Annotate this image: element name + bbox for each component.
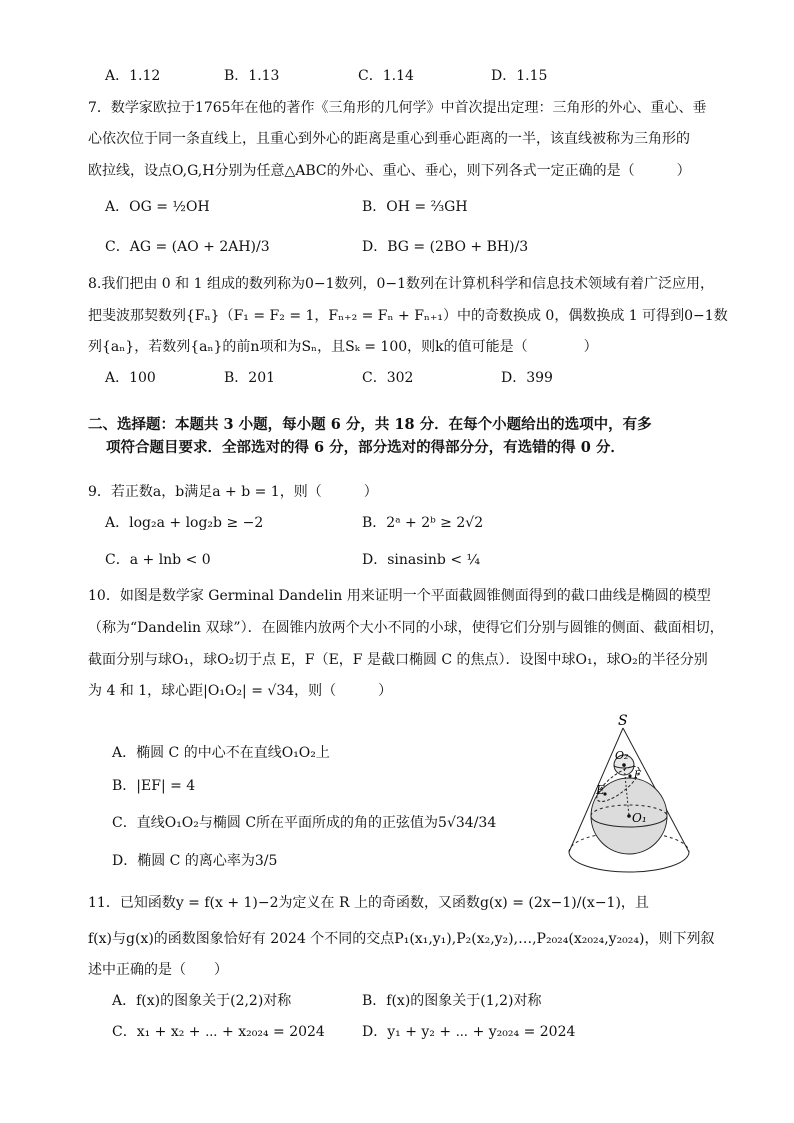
o1-point bbox=[627, 814, 631, 818]
q10-option-a: A．椭圆 C 的中心不在直线O₁O₂上 bbox=[112, 745, 330, 761]
q11-option-a: A．f(x)的图象关于(2,2)对称 bbox=[112, 993, 292, 1009]
cone-base-front bbox=[569, 852, 689, 872]
label-f: F bbox=[634, 770, 641, 781]
q10-stem-line-3: 截面分别与球O₁，球O₂切于点 E，F（E，F 是截口椭圆 C 的焦点）．设图中球O₁，球O₂的半径分别 bbox=[88, 652, 708, 668]
q10-stem-line-4: 为 4 和 1，球心距|O₁O₂| = √34，则（ ） bbox=[88, 683, 393, 699]
q8-option-a: A．100 bbox=[105, 370, 156, 386]
q11-option-d: D．y₁ + y₂ + ⋯ + y₂₀₂₄ = 2024 bbox=[362, 1024, 576, 1040]
q8-option-d: D．399 bbox=[501, 370, 553, 386]
f-point bbox=[628, 774, 631, 777]
q11-stem-line-1: 11．已知函数y = f(x + 1)−2为定义在 R 上的奇函数，又函数g(x) = (2x−1)/(x−1)，且 bbox=[88, 895, 649, 911]
dandelin-cone-figure bbox=[560, 712, 700, 892]
q9-option-c: C．a + lnb < 0 bbox=[105, 552, 211, 568]
q7-option-c: C．AG = (AO + 2AH)/3 bbox=[105, 239, 270, 255]
label-s: S bbox=[618, 713, 628, 729]
q10-option-c: C．直线O₁O₂与椭圆 C所在平面所成的角的正弦值为5√34/34 bbox=[112, 815, 497, 831]
q10-option-b: B．|EF| = 4 bbox=[112, 778, 196, 794]
label-e: E bbox=[596, 783, 605, 797]
label-o1: O₁ bbox=[632, 811, 647, 825]
q10-stem-line-2: （称为“Dandelin 双球”）．在圆锥内放两个大小不同的小球，使得它们分别与圆锥的侧面、截面相切， bbox=[88, 620, 724, 636]
section2-heading-line-2: 项符合题目要求．全部选对的得 6 分，部分选对的得部分分，有选错的得 0 分． bbox=[106, 439, 625, 456]
o2-point bbox=[622, 763, 626, 767]
q9-option-d: D．sinasinb < ¼ bbox=[362, 552, 481, 568]
q9-stem: 9．若正数a，b满足a + b = 1，则（ ） bbox=[88, 484, 378, 500]
label-o2: O₂ bbox=[615, 749, 629, 762]
q6-option-d: D．1.15 bbox=[491, 68, 548, 84]
q9-option-b: B．2ᵃ + 2ᵇ ≥ 2√2 bbox=[362, 515, 484, 531]
q7-stem-line-2: 心依次位于同一条直线上，且重心到外心的距离是重心到垂心距离的一半，该直线被称为三角形的 bbox=[88, 131, 690, 147]
q11-stem-line-2: f(x)与g(x)的函数图象恰好有 2024 个不同的交点P₁(x₁,y₁),P₂(x₂,y₂),…,P₂₀₂₄(x₂₀₂₄,y₂₀₂₄)，则下列叙 bbox=[88, 931, 715, 947]
q7-option-b: B．OH = ⅔GH bbox=[362, 199, 468, 215]
q8-stem-line-3: 列{aₙ}，若数列{aₙ}的前n项和为Sₙ，且Sₖ = 100，则k的值可能是（ ） bbox=[88, 339, 598, 355]
section2-heading-line-1: 二、选择题：本题共 3 小题，每小题 6 分，共 18 分．在每个小题给出的选项中，有多 bbox=[88, 416, 652, 433]
q7-option-d: D．BG = (2BO + BH)/3 bbox=[362, 239, 529, 255]
q8-stem-line-2: 把斐波那契数列{Fₙ}（F₁ = F₂ = 1，Fₙ₊₂ = Fₙ + Fₙ₊₁）中的奇数换成 0，偶数换成 1 可得到0−1数 bbox=[88, 308, 728, 324]
q8-stem-line-1: 8.我们把由 0 和 1 组成的数列称为0−1数列，0−1数列在计算机科学和信息技术领域有着广泛应用， bbox=[88, 276, 715, 292]
q10-option-d: D．椭圆 C 的离心率为3/5 bbox=[112, 853, 278, 869]
q7-stem-line-3: 欧拉线，设点O,G,H分别为任意△ABC的外心、重心、垂心，则下列各式一定正确的是（ ） bbox=[88, 163, 691, 179]
q8-option-c: C．302 bbox=[362, 370, 414, 386]
q7-stem-line-1: 7．数学家欧拉于1765年在他的著作《三角形的几何学》中首次提出定理：三角形的外心、重心、垂 bbox=[88, 100, 707, 116]
q10-stem-line-1: 10．如图是数学家 Germinal Dandelin 用来证明一个平面截圆锥侧面得到的截口曲线是椭圆的模型 bbox=[88, 588, 711, 604]
q11-option-c: C．x₁ + x₂ + ⋯ + x₂₀₂₄ = 2024 bbox=[112, 1024, 325, 1040]
q6-option-c: C．1.14 bbox=[358, 68, 414, 84]
q8-option-b: B．201 bbox=[224, 370, 276, 386]
q11-stem-line-3: 述中正确的是（ ） bbox=[88, 962, 228, 978]
q6-option-a: A．1.12 bbox=[105, 68, 161, 84]
q9-option-a: A．log₂a + log₂b ≥ −2 bbox=[105, 515, 264, 531]
q7-option-a: A．OG = ½OH bbox=[105, 199, 210, 215]
q6-option-b: B．1.13 bbox=[224, 68, 280, 84]
q11-option-b: B．f(x)的图象关于(1,2)对称 bbox=[362, 993, 542, 1009]
